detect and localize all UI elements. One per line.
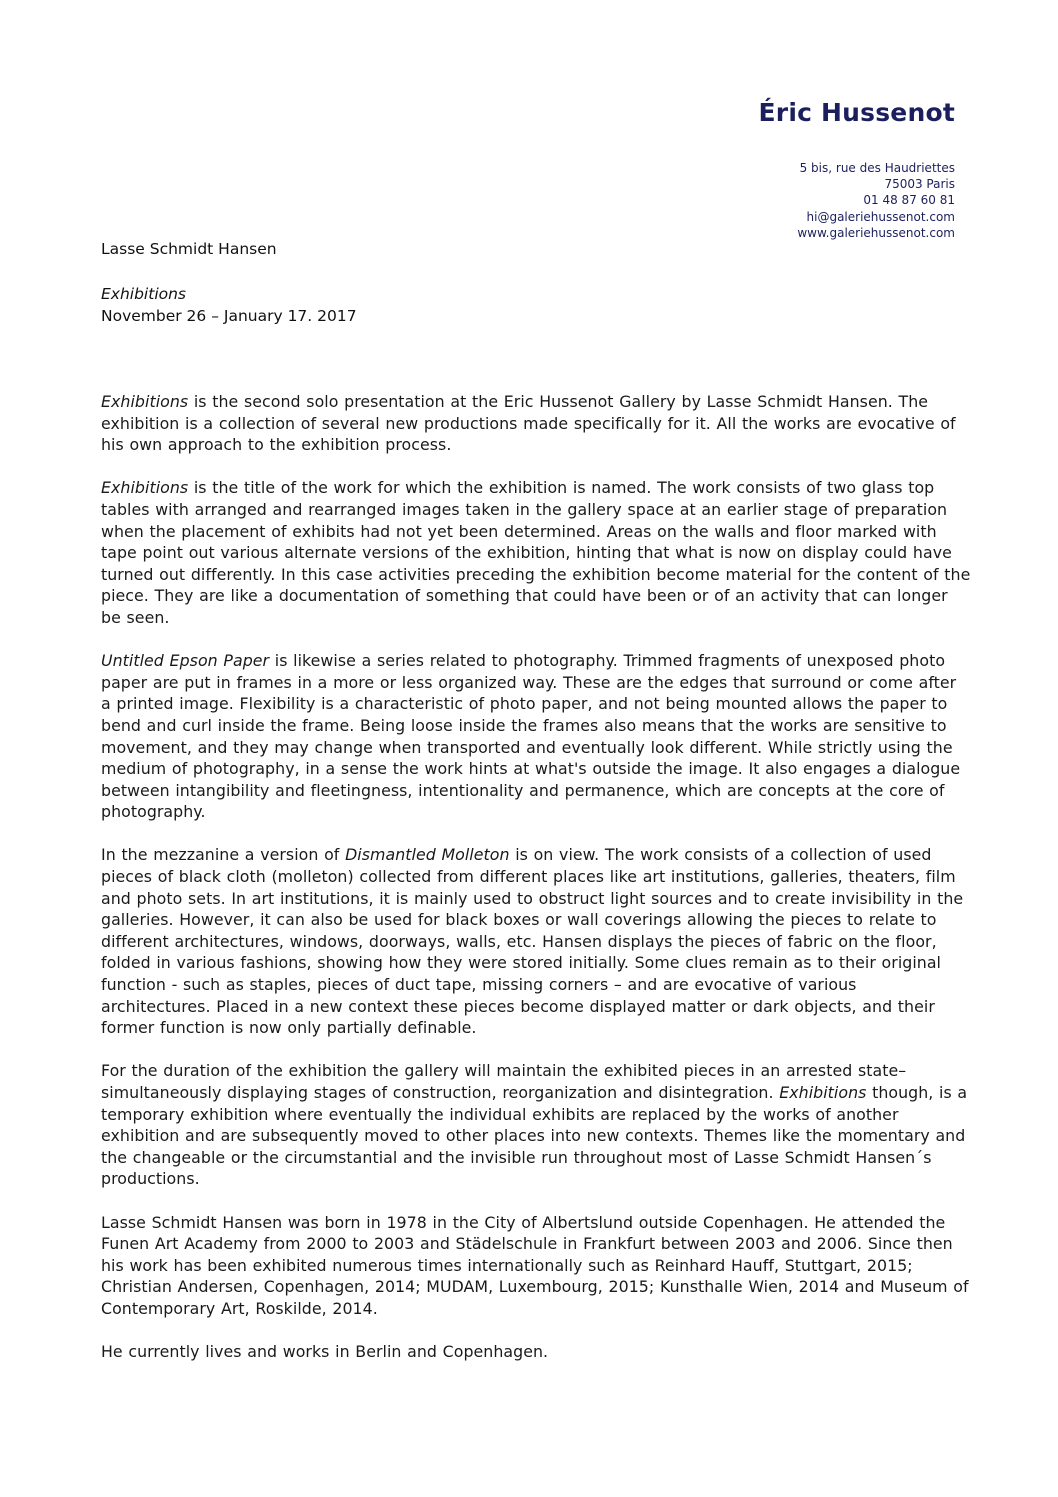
- paragraph-text: For the duration of the exhibition the gallery will maintain the exhibited pieces in an arrested state– simultaneously displaying stages of construction, reorganization and disintegration.: [101, 1061, 907, 1102]
- paragraph-3: [101, 650, 971, 823]
- paragraph-text: is on view. The work consists of a collection of used pieces of black cloth (molleton) collected from different places like art institutions, galleries, theaters, film and photo sets. In art institutions, it is mainly used to obstruct light sources and to create invisibility in the galleries. However, it can also be used for black boxes or wall coverings allowing the pieces to relate to different architectures, windows, doorways, walls, etc. Hansen displays the pieces of fabric on the floor, folded in various fashions, showing how they were stored initially. Some clues remain as to their original function - such as staples, pieces of duct tape, missing corners – and are evocative of various architectures. Placed in a new context these pieces become displayed matter or dark objects, and their former function is now only partially definable.: [101, 845, 964, 1038]
- work-title: Untitled Epson Paper: [101, 651, 270, 671]
- work-title: Exhibitions: [101, 392, 189, 411]
- paragraph-text: In the mezzanine a version of: [101, 845, 346, 865]
- paragraph-4: [101, 844, 971, 1038]
- address-street: 5 bis, rue des Haudriettes: [799, 161, 955, 175]
- exhibition-title: Exhibitions: [101, 285, 187, 303]
- gallery-name: Éric Hussenot: [758, 98, 955, 127]
- work-title: Exhibitions: [779, 1083, 867, 1102]
- address-email: hi@galeriehussenot.com: [806, 209, 955, 224]
- address-city: 75003 Paris: [884, 177, 955, 192]
- exhibition-info: [101, 283, 357, 327]
- exhibition-dates: November 26 – January 17. 2017: [101, 307, 357, 325]
- work-title: Dismantled Molleton: [345, 845, 510, 865]
- address-phone: 01 48 87 60 81: [863, 193, 955, 208]
- paragraph-text: is likewise a series related to photography. Trimmed fragments of unexposed photo paper are put in frames in a more or less organized way. These are the edges that surround or come after a printed image. Flexibility is a characteristic of photo paper, and not being mounted allows the paper to bend and curl inside the frame. Being loose inside the frames also means that the works are sensitive to movement, and they may change when transported and eventually look different. While strictly using the medium of photography, in a sense the work hints at what's outside the image. It also engages a dialogue between intangibility and fleetingness, intentionality and permanence, which are concepts at the core of photography.: [101, 651, 961, 822]
- gallery-address: [797, 160, 955, 241]
- paragraph-text: is the title of the work for which the exhibition is named. The work consists of two glass top tables with arranged and rearranged images taken in the gallery space at an earlier stage of preparation when the placement of exhibits had not yet been determined. Areas on the walls and floor marked with tape point out various alternate versions of the exhibition, hinting that what is now on display could have turned out differently. In this case activities preceding the exhibition become material for the content of the piece. They are like a documentation of something that could have been or of an activity that can longer be seen.: [101, 478, 971, 627]
- work-title: Exhibitions: [101, 478, 189, 498]
- paragraph-text: though, is a temporary exhibition where eventually the individual exhibits are replaced by the works of another exhibition and are subsequently moved to other places into new contexts. Themes like the momentary and the changeable or the circumstantial and the invisible run throughout most of Lasse Schmidt Hansen´s productions.: [101, 1083, 968, 1189]
- paragraph-text: is the second solo presentation at the Eric Hussenot Gallery by Lasse Schmidt Hansen. The exhibition is a collection of several new productions made specifically for it. All the works are evocative of his own approach to the exhibition process.: [101, 392, 956, 455]
- paragraph-text: Lasse Schmidt Hansen was born in 1978 in the City of Albertslund outside Copenhagen. He attended the Funen Art Academy from 2000 to 2003 and Städelschule in Frankfurt between 2003 and 2006. Since then his work has been exhibited numerous times internationally such as Reinhard Hauff, Stuttgart, 2015; Christian Andersen, Copenhagen, 2014; MUDAM, Luxembourg, 2015; Kunsthalle Wien, 2014 and Museum of Contemporary Art, Roskilde, 2014.: [101, 1212, 969, 1318]
- address-website: www.galeriehussenot.com: [797, 225, 955, 240]
- paragraph-2: [101, 477, 971, 628]
- paragraph-6: [101, 1212, 971, 1320]
- paragraph-5: [101, 1060, 971, 1190]
- artist-name: Lasse Schmidt Hansen: [101, 240, 277, 258]
- paragraph-text: He currently lives and works in Berlin and Copenhagen.: [101, 1342, 549, 1362]
- paragraph-1: [101, 391, 971, 456]
- press-release-body: [101, 391, 971, 1384]
- paragraph-7: [101, 1341, 971, 1363]
